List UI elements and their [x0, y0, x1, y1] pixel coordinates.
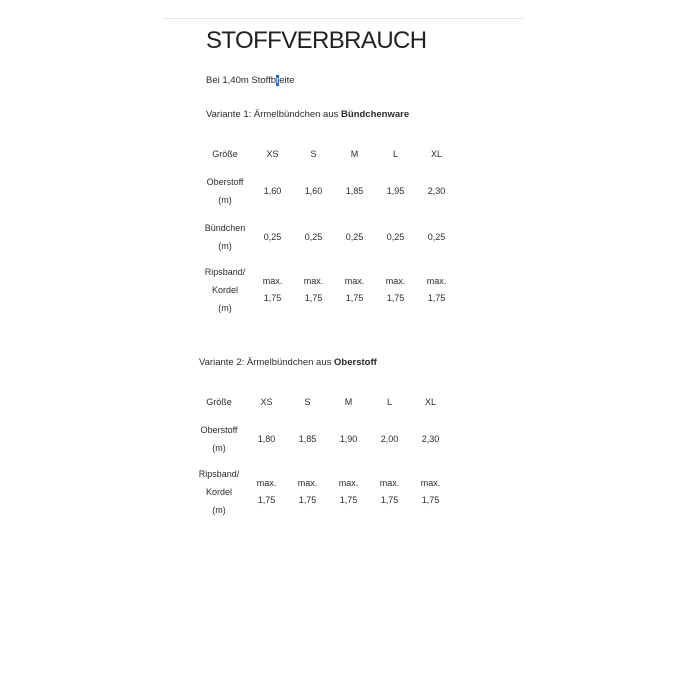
row-label	[192, 462, 246, 522]
row-label	[198, 168, 252, 214]
variant-1-table	[198, 140, 457, 320]
table-cell: 1,95	[386, 186, 405, 196]
table-row-ripsband	[192, 462, 451, 522]
page-title: STOFFVERBRAUCH	[206, 27, 427, 54]
table-cell: 0,25	[427, 232, 446, 242]
header-cell: XL	[424, 397, 436, 407]
cell-line: 1,75	[421, 495, 440, 505]
row-label	[198, 260, 252, 320]
row-label-line: Kordel	[205, 487, 232, 497]
cell-line: 1,75	[304, 293, 323, 303]
header-cell: M	[350, 149, 359, 159]
row-label-line: Oberstoff	[206, 177, 244, 187]
table-cell: 2,00	[380, 434, 399, 444]
row-label-line: (m)	[218, 241, 232, 251]
table-cell	[375, 260, 416, 320]
top-divider	[163, 18, 523, 19]
variant-1-heading	[206, 109, 409, 120]
fabric-width-note	[206, 75, 295, 86]
variant-2-table	[192, 388, 451, 522]
header-cell: Größe	[206, 397, 232, 407]
table-cell: 2,30	[421, 434, 440, 444]
table-header-row	[192, 388, 451, 416]
cell-line: max.	[385, 276, 406, 286]
cell-line: max.	[420, 478, 441, 488]
row-label-line: (m)	[212, 505, 226, 515]
fabric-width-text-end: eite	[279, 75, 295, 86]
cell-line: 1,75	[263, 293, 282, 303]
cell-line: 1,75	[298, 495, 317, 505]
row-label-line: (m)	[218, 303, 232, 313]
header-cell: XL	[430, 149, 442, 159]
cell-line: max.	[338, 478, 359, 488]
cell-line: 1,75	[386, 293, 405, 303]
table-row-oberstoff	[198, 168, 457, 214]
header-cell: L	[386, 397, 392, 407]
header-cell: XS	[266, 149, 279, 159]
variant-1-heading-prefix: Variante 1: Ärmelbündchen aus	[206, 109, 342, 120]
table-cell: 1,90	[339, 434, 358, 444]
table-row-ripsband	[198, 260, 457, 320]
table-cell: 1,85	[298, 434, 317, 444]
cell-line: max.	[297, 478, 318, 488]
cell-line: 1,75	[339, 495, 358, 505]
text-selection-highlight: r	[276, 75, 280, 86]
row-label	[198, 214, 252, 260]
header-cell: XS	[260, 397, 273, 407]
row-label-line: Bündchen	[204, 223, 246, 233]
table-cell	[369, 462, 410, 522]
table-cell	[328, 462, 369, 522]
table-cell: 0,25	[386, 232, 405, 242]
table-cell	[416, 260, 457, 320]
variant-2-heading-bold: Oberstoff	[334, 357, 377, 368]
table-header-row	[198, 140, 457, 168]
cell-line: max.	[426, 276, 447, 286]
cell-line: max.	[262, 276, 283, 286]
table-cell: 0,25	[345, 232, 364, 242]
cell-line: max.	[303, 276, 324, 286]
header-cell: S	[304, 397, 311, 407]
variant-1-heading-bold: Bündchenware	[341, 109, 410, 120]
table-cell	[246, 462, 287, 522]
cell-line: 1,75	[345, 293, 364, 303]
table-row-oberstoff	[192, 416, 451, 462]
header-cell: L	[392, 149, 398, 159]
cell-line: 1,75	[427, 293, 446, 303]
variant-2-heading	[199, 357, 377, 368]
row-label-line: (m)	[212, 443, 226, 453]
row-label-line: Oberstoff	[200, 425, 238, 435]
row-label	[192, 416, 246, 462]
row-label-line: Ripsband/	[198, 469, 240, 479]
row-label-line: Kordel	[211, 285, 238, 295]
table-cell: 1,85	[345, 186, 364, 196]
header-cell: Größe	[212, 149, 238, 159]
cell-line: 1,75	[380, 495, 399, 505]
row-label-line: (m)	[218, 195, 232, 205]
table-cell	[252, 260, 293, 320]
cell-line: 1,75	[257, 495, 276, 505]
table-cell: 1,60	[304, 186, 323, 196]
table-cell	[287, 462, 328, 522]
table-cell: 2,30	[427, 186, 446, 196]
table-cell	[410, 462, 451, 522]
header-cell: M	[344, 397, 353, 407]
table-cell: 0,25	[263, 232, 282, 242]
table-cell	[334, 260, 375, 320]
cell-line: max.	[344, 276, 365, 286]
variant-2-heading-prefix: Variante 2: Ärmelbündchen aus	[199, 357, 335, 368]
row-label-line: Ripsband/	[204, 267, 246, 277]
table-cell: 0,25	[304, 232, 323, 242]
header-cell: S	[310, 149, 317, 159]
table-cell: 1,80	[257, 434, 276, 444]
table-cell: 1,60	[263, 186, 282, 196]
cell-line: max.	[256, 478, 277, 488]
fabric-width-text-start: Bei 1,40m Stoffb	[206, 75, 277, 86]
table-row-buendchen	[198, 214, 457, 260]
cell-line: max.	[379, 478, 400, 488]
table-cell	[293, 260, 334, 320]
